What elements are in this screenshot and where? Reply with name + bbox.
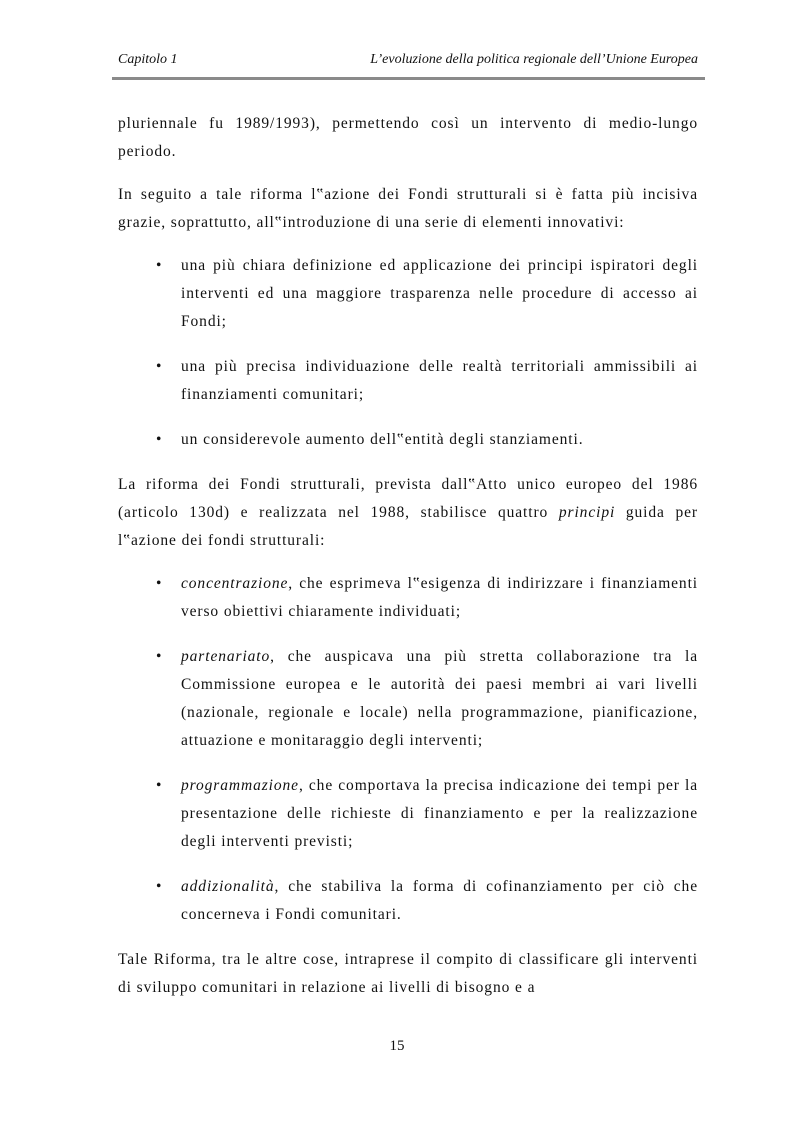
list-item bbox=[118, 873, 698, 929]
running-header bbox=[118, 52, 698, 72]
chapter-title: L’evoluzione della politica regionale dell’Unione Europea bbox=[370, 52, 698, 67]
principle-term: concentrazione bbox=[181, 575, 289, 592]
principle-text: , che auspicava una più stretta collaborazione tra la Commissione europea e le autorità dei paesi membri ai vari livelli (nazionale, regionale e locale) nella programmazione, pianificazione, attuazione e monitaraggio degli interventi; bbox=[181, 648, 698, 749]
list-item bbox=[118, 643, 698, 755]
bullet-icon: • bbox=[156, 648, 163, 665]
bullet-icon: • bbox=[156, 257, 163, 274]
paragraph-2: In seguito a tale riforma l‟azione dei Fondi strutturali si è fatta più incisiva grazie, soprattutto, all‟introduzione di una serie di elementi innovativi: bbox=[118, 186, 698, 231]
paragraph-3-emphasis: principi bbox=[558, 504, 616, 521]
principle-text: , che comportava la precisa indicazione dei tempi per la presentazione delle richieste di finanziamento e per la realizzazione degli interventi previsti; bbox=[181, 777, 698, 850]
list-item-text: una più chiara definizione ed applicazione dei principi ispiratori degli interventi ed una maggiore trasparenza nelle procedure di accesso ai Fondi; bbox=[181, 257, 698, 330]
principle-term: partenariato bbox=[181, 648, 271, 665]
list-item bbox=[118, 570, 698, 626]
bullet-icon: • bbox=[156, 358, 163, 375]
principles-list bbox=[118, 570, 698, 929]
list-item bbox=[118, 426, 698, 454]
header-rule bbox=[112, 77, 705, 80]
paragraph-3-text-b: guida per l‟azione dei fondi strutturali: bbox=[118, 504, 698, 549]
bullet-icon: • bbox=[156, 431, 163, 448]
list-item bbox=[118, 252, 698, 336]
list-item-text: una più precisa individuazione delle realtà territoriali ammissibili ai finanziamenti comunitari; bbox=[181, 358, 698, 403]
bullet-icon: • bbox=[156, 878, 163, 895]
list-item-text: un considerevole aumento dell‟entità degli stanziamenti. bbox=[181, 431, 584, 448]
bullet-icon: • bbox=[156, 777, 163, 794]
bullet-icon: • bbox=[156, 575, 163, 592]
innovations-list bbox=[118, 252, 698, 454]
principle-term: programmazione bbox=[181, 777, 299, 794]
principle-text: , che esprimeva l‟esigenza di indirizzare i finanziamenti verso obiettivi chiaramente individuati; bbox=[181, 575, 698, 620]
chapter-label: Capitolo 1 bbox=[118, 52, 178, 67]
list-item bbox=[118, 772, 698, 856]
page-number: 15 bbox=[389, 1038, 405, 1054]
list-item bbox=[118, 353, 698, 409]
paragraph-3 bbox=[118, 471, 698, 555]
paragraph-3-text-a: La riforma dei Fondi strutturali, prevista dall‟Atto unico europeo del 1986 (articolo 130d) e realizzata nel 1988, stabilisce quattro bbox=[118, 476, 698, 521]
paragraph-4: Tale Riforma, tra le altre cose, intraprese il compito di classificare gli interventi di sviluppo comunitari in relazione ai livelli di bisogno e a bbox=[118, 951, 698, 996]
principle-term: addizionalità bbox=[181, 878, 275, 895]
principle-text: , che stabiliva la forma di cofinanziamento per ciò che concerneva i Fondi comunitari. bbox=[181, 878, 698, 923]
page-body bbox=[118, 110, 698, 1017]
paragraph-1: pluriennale fu 1989/1993), permettendo così un intervento di medio-lungo periodo. bbox=[118, 115, 698, 160]
